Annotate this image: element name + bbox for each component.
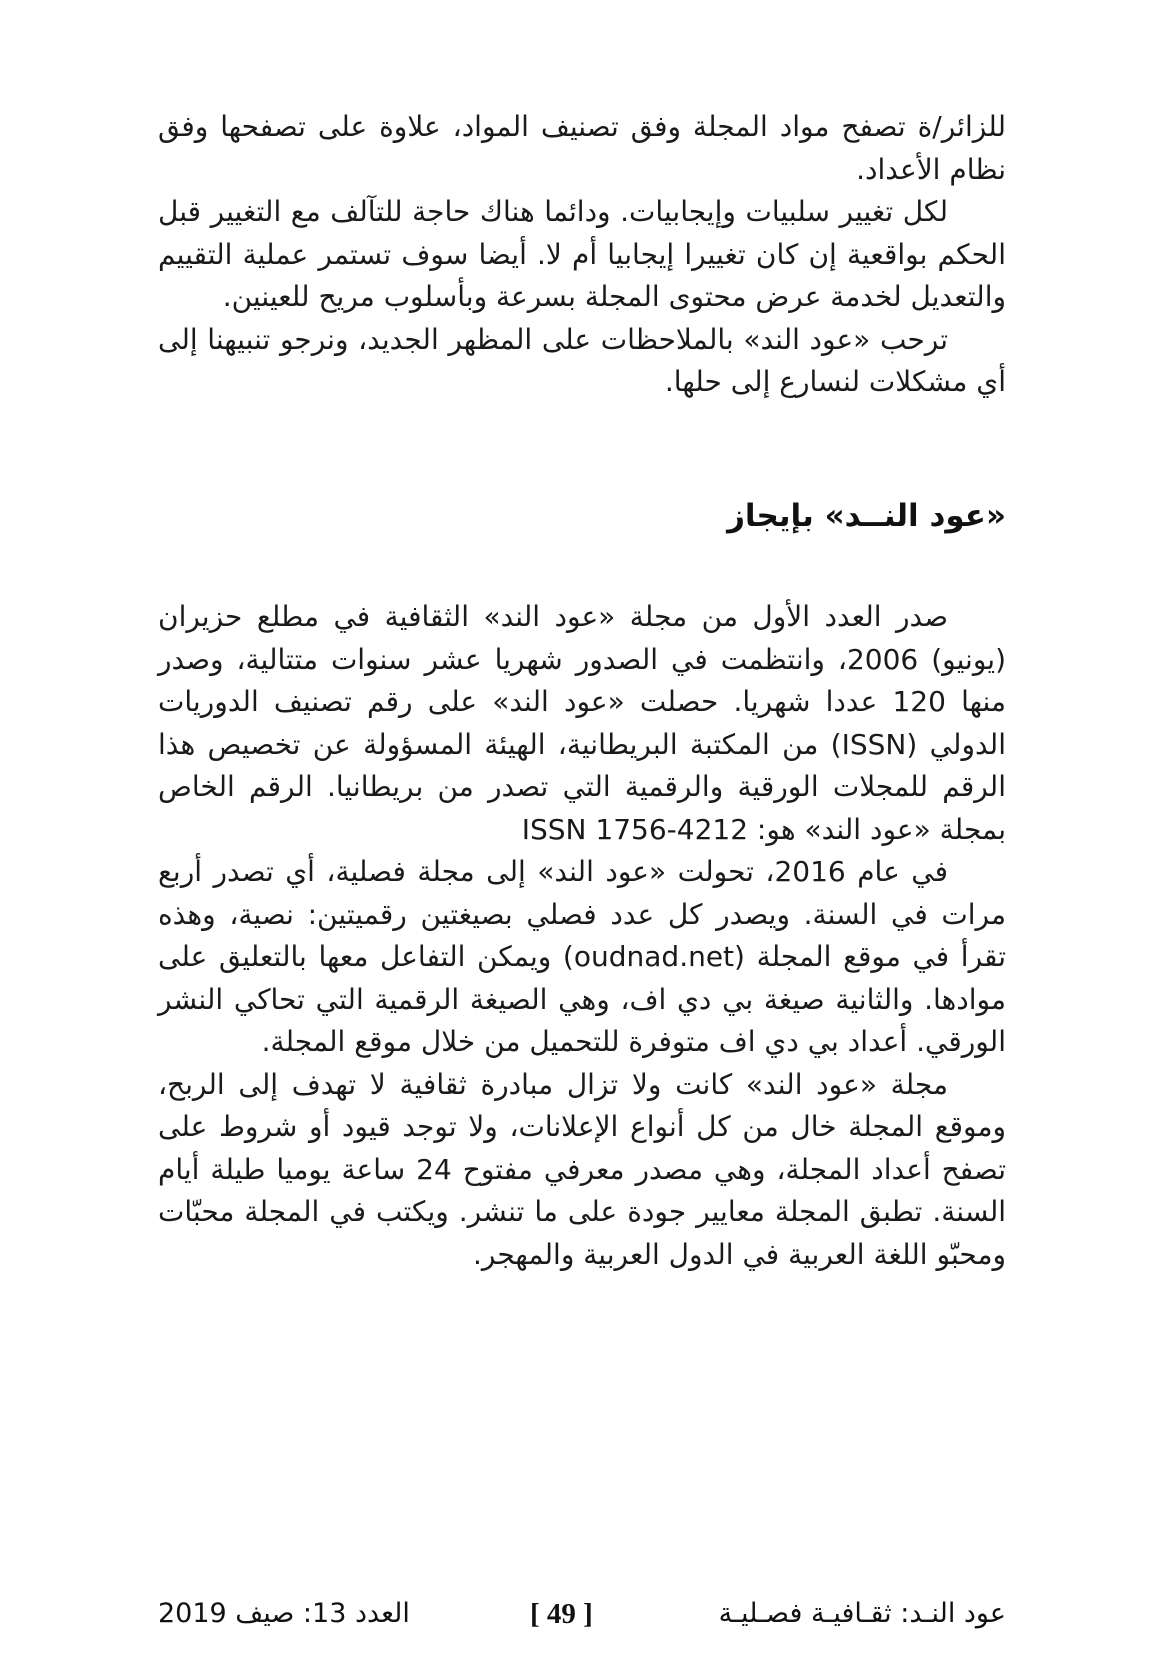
footer-journal-title: عود النـد: ثقـافيـة فصـليـة	[718, 1598, 1006, 1629]
intro-paragraph-2: لكل تغيير سلبيات وإيجابيات. ودائما هناك حاجة للتآلف مع التغيير قبل الحكم بواقعية إن كان تغييرا إيجابيا أم لا. أيضا سوف تستمر عملية التقييم والتعديل لخدمة عرض محتوى المجلة بسرعة وبأسلوب مريح للعينين.	[158, 195, 1006, 313]
footer-issue-info: العدد 13: صيف 2019	[158, 1598, 410, 1629]
page-footer	[158, 1596, 1006, 1636]
about-paragraph-3: مجلة «عود الند» كانت ولا تزال مبادرة ثقافية لا تهدف إلى الربح، وموقع المجلة خال من كل أنواع الإعلانات، ولا توجد قيود أو شروط على تصفح أعداد المجلة، وهي مصدر معرفي مفتوح 24 ساعة يوميا طيلة أيام السنة. تطبق المجلة معايير جودة على ما تنشر. ويكتب في المجلة محبّات ومحبّو اللغة العربية في الدول العربية والمهجر.	[158, 1067, 1006, 1271]
about-section	[158, 596, 1006, 1276]
intro-paragraph-1: للزائر/ة تصفح مواد المجلة وفق تصنيف المواد، علاوة على تصفحها وفق نظام الأعداد.	[158, 110, 1006, 186]
about-paragraph-1: صدر العدد الأول من مجلة «عود الند» الثقافية في مطلع حزيران (يونيو) 2006، وانتظمت في الصدور شهريا عشر سنوات متتالية، وصدر منها 120 عددا شهريا. حصلت «عود الند» على رقم تصنيف الدوريات الدولي (ISSN) من المكتبة البريطانية، الهيئة المسؤولة عن تخصيص هذا الرقم للمجلات الورقية والرقمية التي تصدر من بريطانيا. الرقم الخاص بمجلة «عود الند» هو: ISSN 1756-4212	[158, 600, 1007, 846]
about-paragraph-2: في عام 2016، تحولت «عود الند» إلى مجلة فصلية، أي تصدر أربع مرات في السنة. ويصدر كل عدد فصلي بصيغتين رقميتين: نصية، وهذه تقرأ في موقع المجلة (oudnad.net) ويمكن التفاعل معها بالتعليق على موادها. والثانية صيغة بي دي اف، وهي الصيغة الرقمية التي تحاكي النشر الورقي. أعداد بي دي اف متوفرة للتحميل من خلال موقع المجلة.	[158, 855, 1006, 1058]
intro-paragraph-3: ترحب «عود الند» بالملاحظات على المظهر الجديد، ونرجو تنبيهنا إلى أي مشكلات لنسارع إلى حلها.	[158, 322, 1006, 398]
section-heading: «عود النــد» بإيجاز	[727, 498, 1006, 534]
intro-section	[158, 106, 1006, 404]
footer-page-number: [ 49 ]	[530, 1598, 593, 1630]
